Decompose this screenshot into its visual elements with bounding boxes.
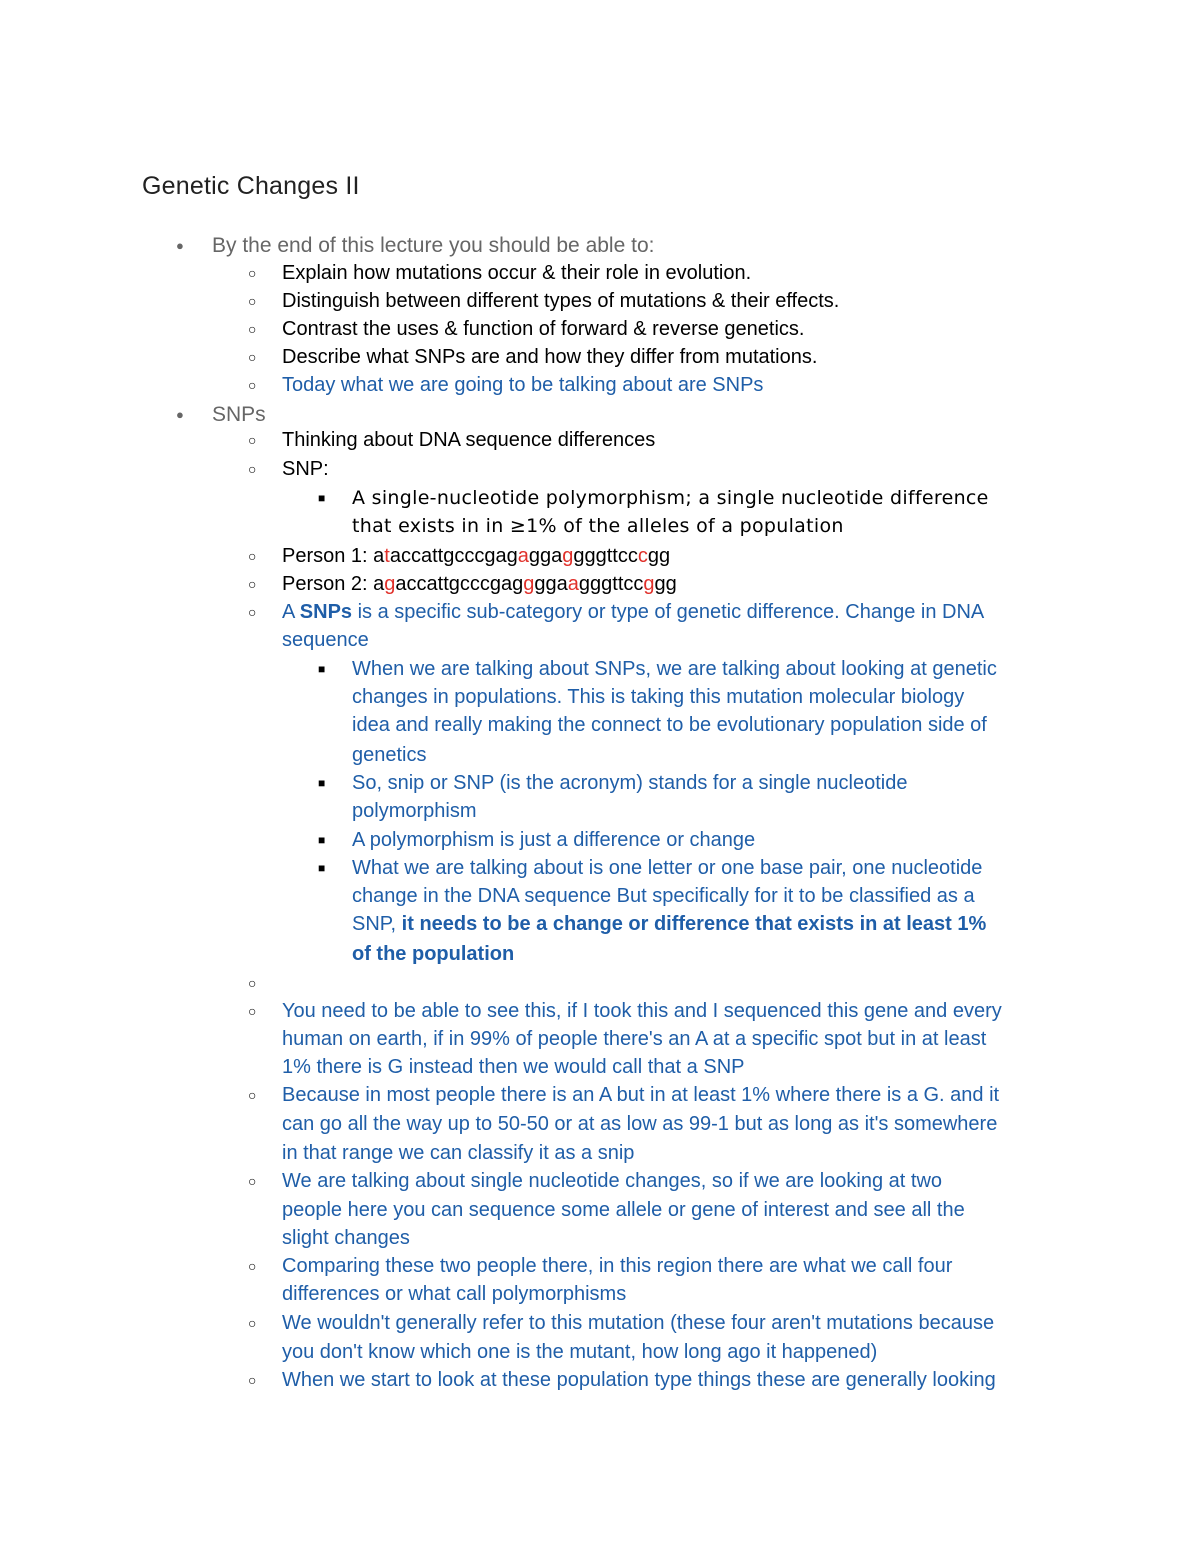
snp-base-highlight: a (517, 545, 529, 567)
snp-base-highlight: a (567, 573, 579, 595)
note-line: When we start to look at these population type things these are generally looking (282, 1369, 996, 1391)
snps-heading: SNPs (212, 403, 266, 426)
sequence-segment: accattgcccgag (389, 545, 518, 567)
sub-point-line: When we are talking about SNPs, we are talking about looking at genetic (352, 658, 997, 680)
sub-point-pre: SNP, (352, 913, 402, 935)
sub-point-line: What we are talking about is one letter or one base pair, one nucleotide (352, 857, 983, 879)
note-line: differences or what call polymorphisms (282, 1283, 627, 1305)
intro-heading: By the end of this lecture you should be able to: (212, 234, 655, 257)
sub-point-line: polymorphism (352, 800, 477, 822)
hollow-bullet-icon: ○ (248, 1087, 257, 1103)
note-line: you don't know which one is the mutant, how long ago it happened) (282, 1341, 878, 1363)
sub-point-line: changes in populations. This is taking this mutation molecular biology (352, 686, 965, 708)
square-bullet-icon: ■ (318, 776, 326, 790)
note-line: Because in most people there is an A but in at least 1% where there is a G. and it (282, 1084, 1000, 1106)
note-line: in that range we can classify it as a snip (282, 1142, 635, 1164)
dna-sequence (373, 545, 670, 567)
objective-item: Describe what SNPs are and how they differ from mutations. (282, 346, 818, 368)
square-bullet-icon: ■ (318, 662, 326, 676)
snp-base-highlight: c (637, 545, 648, 567)
hollow-bullet-icon: ○ (248, 293, 257, 309)
category-pre: A (282, 601, 300, 623)
sequence-segment: gg (654, 573, 677, 595)
sequence-segment: a (373, 545, 385, 567)
thinking-item: Thinking about DNA sequence differences (282, 429, 656, 451)
note-line: We are talking about single nucleotide changes, so if we are looking at two (282, 1170, 943, 1192)
snp-category-line (282, 598, 984, 626)
intro-note: Today what we are going to be talking about are SNPs (282, 374, 764, 396)
hollow-bullet-icon: ○ (248, 576, 257, 592)
dna-sequence (373, 573, 677, 595)
sequence-segment: gg (647, 545, 671, 567)
filled-bullet-icon: ● (176, 407, 184, 422)
sub-point-line: So, snip or SNP (is the acronym) stands for a single nucleotide (352, 772, 908, 794)
note-line: human on earth, if in 99% of people there's an A at a specific spot but in at least (282, 1028, 987, 1050)
note-line: Comparing these two people there, in this region there are what we call four (282, 1255, 953, 1277)
objective-item: Contrast the uses & function of forward & reverse genetics. (282, 318, 805, 340)
hollow-bullet-icon: ○ (248, 461, 257, 477)
sequence-segment: gga (528, 545, 563, 567)
sub-point-line: A polymorphism is just a difference or change (352, 829, 756, 851)
person1-sequence (282, 542, 670, 570)
category-bold: SNPs (299, 601, 353, 623)
hollow-bullet-icon: ○ (248, 432, 257, 448)
snp-label: SNP: (282, 458, 329, 480)
note-line: slight changes (282, 1227, 410, 1249)
hollow-bullet-icon: ○ (248, 349, 257, 365)
sequence-segment: gggttcc (578, 573, 644, 595)
square-bullet-icon: ■ (318, 833, 326, 847)
hollow-bullet-icon: ○ (248, 1003, 257, 1019)
objective-item: Distinguish between different types of mutations & their effects. (282, 290, 840, 312)
snp-category-line: sequence (282, 629, 369, 651)
filled-bullet-icon: ● (176, 238, 184, 253)
sequence-segment: accattgcccgag (395, 573, 524, 595)
person2-label: Person 2: (282, 573, 374, 595)
snp-base-highlight: g (562, 545, 574, 567)
note-line: can go all the way up to 50-50 or at as low as 99-1 but as long as it's somewhere (282, 1113, 998, 1135)
sub-point-bold: it needs to be a change or difference that exists in at least 1% (401, 913, 987, 935)
sequence-segment: a (373, 573, 385, 595)
sub-point-line (352, 910, 986, 938)
page-title: Genetic Changes II (142, 172, 360, 200)
hollow-bullet-icon: ○ (248, 548, 257, 564)
hollow-bullet-icon: ○ (248, 1258, 257, 1274)
hollow-bullet-icon: ○ (248, 604, 257, 620)
objective-item: Explain how mutations occur & their role in evolution. (282, 262, 752, 284)
note-line: We wouldn't generally refer to this mutation (these four aren't mutations because (282, 1312, 995, 1334)
hollow-bullet-icon: ○ (248, 321, 257, 337)
snp-base-highlight: g (384, 573, 396, 595)
hollow-bullet-icon: ○ (248, 377, 257, 393)
hollow-bullet-icon: ○ (248, 265, 257, 281)
sub-point-line: change in the DNA sequence But specifically for it to be classified as a (352, 885, 975, 907)
category-rest: is a specific sub-category or type of genetic difference. Change in DNA (352, 601, 985, 623)
hollow-bullet-icon: ○ (248, 1372, 257, 1388)
sequence-segment: gga (534, 573, 568, 595)
snp-base-highlight: g (523, 573, 535, 595)
sub-point-bold: of the population (352, 943, 515, 965)
sub-point-line: genetics (352, 744, 427, 766)
hollow-bullet-icon: ○ (248, 975, 257, 991)
note-line: people here you can sequence some allele or gene of interest and see all the (282, 1199, 965, 1221)
snp-definition-line: that exists in in ≥1% of the alleles of a population (352, 515, 844, 537)
note-line: 1% there is G instead then we would call that a SNP (282, 1056, 745, 1078)
snp-base-highlight: t (384, 545, 390, 567)
square-bullet-icon: ■ (318, 491, 326, 505)
square-bullet-icon: ■ (318, 861, 326, 875)
snp-base-highlight: g (643, 573, 655, 595)
hollow-bullet-icon: ○ (248, 1315, 257, 1331)
note-line: You need to be able to see this, if I took this and I sequenced this gene and every (282, 1000, 1002, 1022)
snp-definition-line: A single-nucleotide polymorphism; a single nucleotide difference (352, 487, 989, 509)
sub-point-line: idea and really making the connect to be evolutionary population side of (352, 714, 987, 736)
person1-label: Person 1: (282, 545, 374, 567)
hollow-bullet-icon: ○ (248, 1173, 257, 1189)
person2-sequence (282, 570, 677, 598)
sequence-segment: gggttcc (573, 545, 638, 567)
